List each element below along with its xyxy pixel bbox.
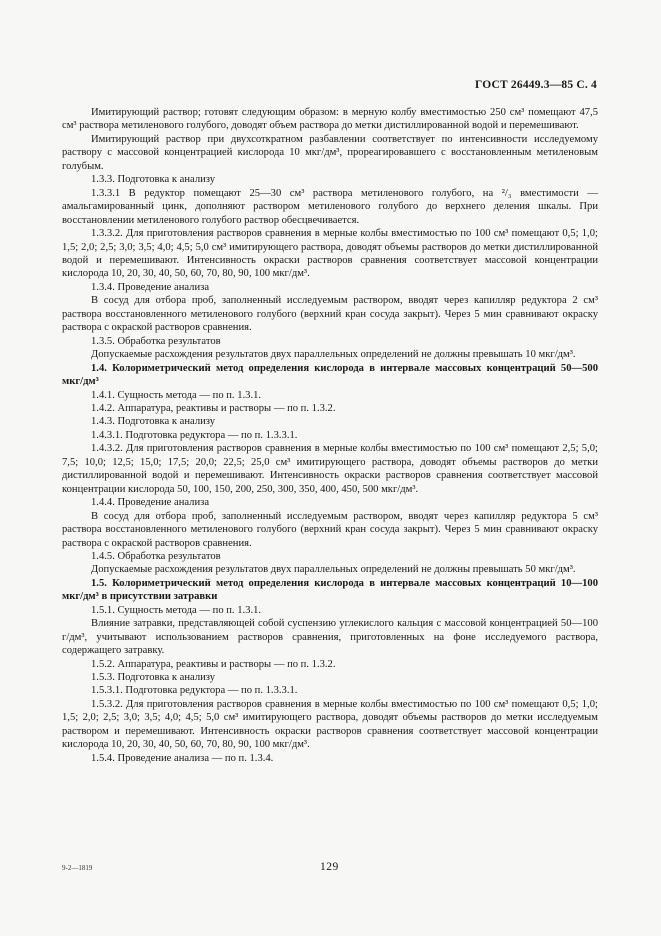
paragraph: 1.3.3.1 В редуктор помещают 25—30 см³ раствора метиленового голубого, на ²/₃ вместимости — амальгамированный цинк, дополняют раствором метиленового голубого до верхнего деления шкалы. При восстановлении метиленового голубого раствор обесцвечивается. (62, 187, 598, 226)
paragraph: 1.3.3. Подготовка к анализу (91, 174, 216, 186)
print-code: 9-2—1819 (62, 864, 93, 872)
section-heading: 1.4. Колориметрический метод определения кислорода в интервале массовых концентраций 50—500 мкг/дм³ (62, 362, 598, 388)
paragraph: 1.4.3.2. Для приготовления растворов сравнения в мерные колбы вместимостью по 100 см³ помещают 2,5; 5,0; 7,5; 10,0; 12,5; 15,0; 17,5; 20,0; 22,5; 25,0 см³ имитирующего раствора, доводят объемы растворов до метки дистиллированной водой и перемешивают. Интенсивность окраски растворов сравнения соответствует массовой концентрации кислорода 50, 100, 150, 200, 250, 300, 350, 400, 450, 500 мкг/дм³. (62, 443, 598, 495)
paragraph: 1.5.3.1. Подготовка редуктора — по п. 1.3.3.1. (91, 685, 298, 697)
section-heading: 1.5. Колориметрический метод определения кислорода в интервале массовых концентраций 10—100 мкг/дм³ в присутствии затравки (62, 577, 598, 603)
paragraph: 1.5.4. Проведение анализа — по п. 1.3.4. (91, 752, 274, 764)
paragraph: 1.4.3. Подготовка к анализу (91, 416, 216, 428)
paragraph: Допускаемые расхождения результатов двух параллельных определений не должны превышать 50 мкг/дм³. (91, 564, 576, 576)
page-number: 129 (320, 861, 339, 873)
paragraph: 1.4.5. Обработка результатов (91, 550, 221, 562)
paragraph: В сосуд для отбора проб, заполненный исследуемым раствором, вводят через капилляр редуктора 5 см³ раствора восстановленного метиленового голубого (верхний кран сосуда закрыт). Через 5 мин сравнивают окраску раствора с окраской растворов сравнения. (62, 510, 598, 549)
paragraph: Имитирующий раствор; готовят следующим образом: в мерную колбу вместимостью 250 см³ помещают 47,5 см³ раствора метиленового голубого, доводят объем раствора до метки дистиллированной водой и перемешивают. (62, 107, 598, 132)
paragraph: Допускаемые расхождения результатов двух параллельных определений не должны превышать 10 мкг/дм³. (91, 349, 576, 361)
paragraph: 1.5.2. Аппаратура, реактивы и растворы — по п. 1.3.2. (91, 658, 336, 670)
paragraph: В сосуд для отбора проб, заполненный исследуемым раствором, вводят через капилляр редуктора 2 см³ раствора восстановленного метиленового голубого (верхний кран сосуда закрыт). Через 5 мин сравнивают окраску раствора с окраской растворов сравнения. (62, 295, 598, 334)
paragraph: 1.5.3.2. Для приготовления растворов сравнения в мерные колбы вместимостью по 100 см³ помещают 0,5; 1,0; 1,5; 2,0; 2,5; 3,0; 3,5; 4,0; 4,5; 5,0 см³ имитирующего раствора, доводят объемы растворов до метки исследуемым раствором и перемешивают. Интенсивность окраски растворов сравнения соответствует массовой концентрации кислорода 10, 20, 30, 40, 50, 60, 70, 80, 90, 100 мкг/дм³. (62, 698, 598, 751)
paragraph: 1.4.3.1. Подготовка редуктора — по п. 1.3.3.1. (91, 429, 298, 441)
paragraph: Имитирующий раствор при двухсоткратном разбавлении соответствует по интенсивности исследуемому раствору с массовой концентрацией кислорода 10 мкг/дм³, прореагировавшего с восстановленным метиленовым голубым. (62, 133, 598, 172)
paragraph: 1.4.4. Проведение анализа (91, 497, 210, 509)
paragraph: 1.4.1. Сущность метода — по п. 1.3.1. (91, 389, 262, 401)
paragraph: Влияние затравки, представляющей собой суспензию углекислого кальция с массовой концентрацией 50—100 г/дм³, учитывают использованием растворов сравнения, приготовленных на фоне исследуемого раствора, содержащего затравку. (62, 618, 598, 657)
paragraph: 1.4.2. Аппаратура, реактивы и растворы — по п. 1.3.2. (91, 402, 336, 414)
document-header: ГОСТ 26449.3—85 С. 4 (474, 79, 597, 91)
paragraph: 1.5.3. Подготовка к анализу (91, 672, 216, 684)
paragraph: 1.3.4. Проведение анализа (91, 281, 210, 293)
document-body (62, 106, 598, 765)
paragraph: 1.3.3.2. Для приготовления растворов сравнения в мерные колбы вместимостью по 100 см³ помещают 0,5; 1,0; 1,5; 2,0; 2,5; 3,0; 3,5; 4,0; 4,5; 5,0 см³ имитирующего раствора, доводят объемы растворов до метки дистиллированной водой и перемешивают. Интенсивность окраски растворов сравнения соответствует массовой концентрации кислорода 10, 20, 30, 40, 50, 60, 70, 80, 90, 100 мкг/дм³. (62, 228, 598, 280)
paragraph: 1.3.5. Обработка результатов (91, 335, 221, 347)
paragraph: 1.5.1. Сущность метода — по п. 1.3.1. (91, 604, 262, 616)
